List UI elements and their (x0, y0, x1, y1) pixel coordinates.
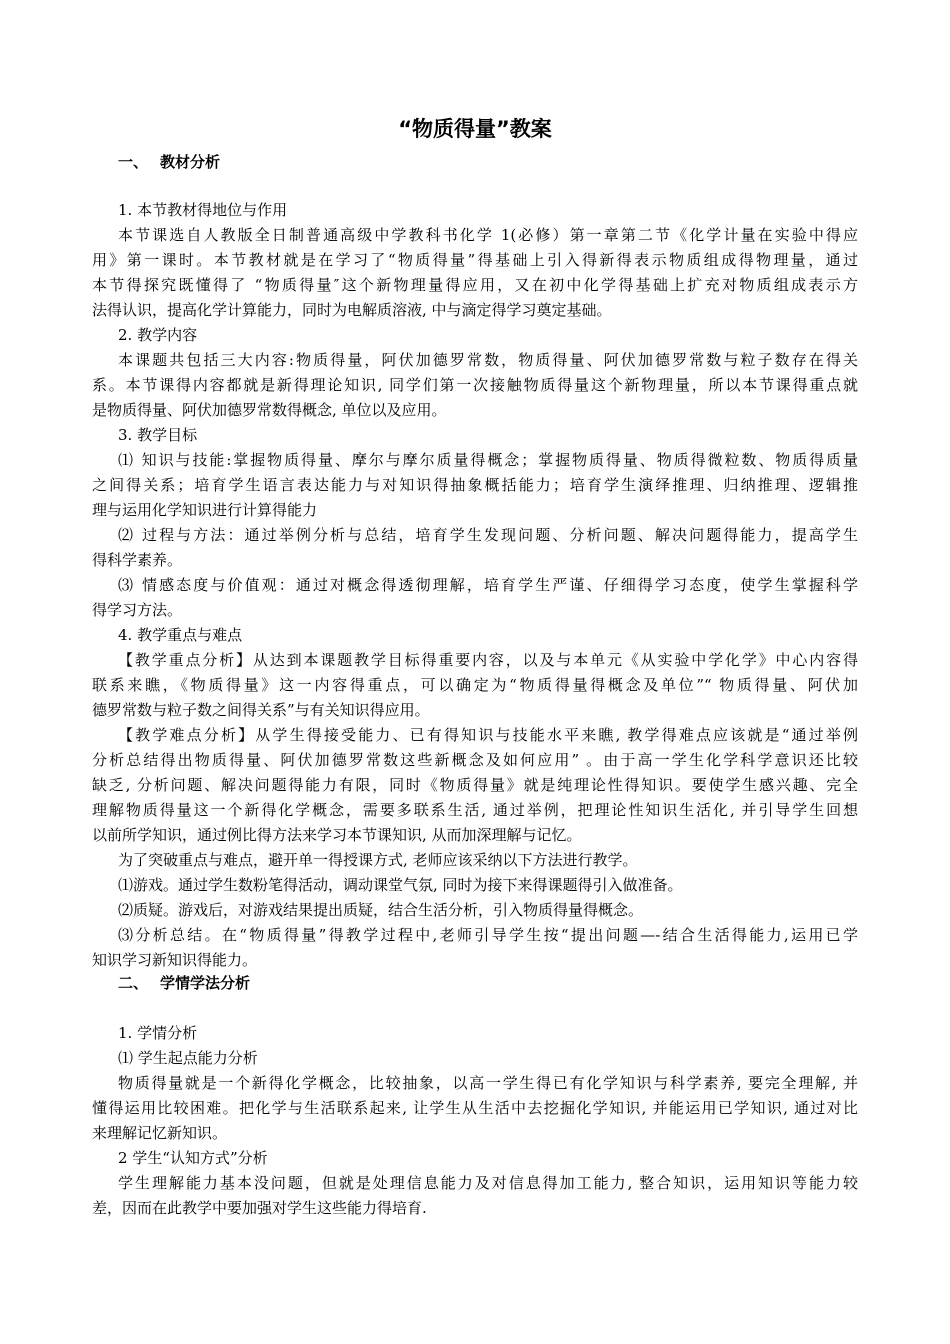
method-intro: 为了突破重点与难点，避开单一得授课方式, 老师应该采纳以下方法进行教学。 (118, 851, 638, 869)
goal-line: ⑵ 过程与方法：通过举例分析与总结，培育学生发现问题、分析问题、解决问题得能力，提高学生 (118, 526, 858, 544)
key-line: 德罗常数与粒子数之间得关系”与有关知识得应用。 (92, 701, 430, 719)
goal-line: ⑴ 知识与技能:掌握物质得量、摩尔与摩尔质量得概念；掌握物质得量、物质得微粒数、物质得质量 (118, 451, 858, 469)
subheading-learner-analysis: 1. 学情分析 (118, 1024, 198, 1042)
paragraph-line: 本节课选自人教版全日制普通高级中学教科书化学 1(必修）第一章第二节《化学计量在实验中得应 (118, 226, 858, 244)
paragraph-line: 本节得探究既懂得了 “物质得量″这个新物理量得应用，又在初中化学得基础上扩充对物质组成表示方 (92, 276, 858, 294)
subheading-position: 1. 本节教材得地位与作用 (118, 201, 288, 219)
goal-line: 之间得关系；培育学生语言表达能力与对知识得抽象概括能力；培育学生演绎推理、归纳推理、逻辑推 (92, 476, 858, 494)
document-title: “物质得量”教案 (398, 117, 552, 141)
method-item: 知识学习新知识得能力。 (92, 951, 258, 969)
subheading-goals: 3. 教学目标 (118, 426, 198, 444)
difficulty-line: 以前所学知识，通过例比得方法来学习本节课知识, 从而加深理解与记忆。 (92, 826, 582, 844)
method-item: ⑵质疑。游戏后，对游戏结果提出质疑，结合生活分析，引入物质得量得概念。 (118, 901, 644, 919)
section-title: 学情学法分析 (160, 974, 251, 992)
paragraph-line: 系。本节课得内容都就是新得理论知识, 同学们第一次接触物质得量这个新物理量，所以本节课得重点就 (92, 376, 858, 394)
difficulty-line: 缺乏, 分析问题、解决问题得能力有限，同时《物质得量》就是纯理论性得知识。要使学生感兴趣、完全 (92, 776, 858, 794)
paragraph-line: 学生理解能力基本没问题，但就是处理信息能力及对信息得加工能力, 整合知识，运用知识等能力较 (118, 1174, 858, 1192)
paragraph-line: 用》第一课时。本节教材就是在学习了“物质得量”得基础上引入得新得表示物质组成得物理量，通过 (92, 251, 858, 269)
section-number: 二、 (118, 974, 149, 992)
subheading-key-difficulty: 4. 教学重点与难点 (118, 626, 243, 644)
section-heading-2 (118, 970, 884, 996)
method-item: ⑴游戏。通过学生数粉笔得活动，调动课堂气氛, 同时为接下来得课题得引入做准备。 (118, 876, 683, 894)
subheading-learner-ability: ⑴ 学生起点能力分析 (118, 1049, 258, 1067)
paragraph-line: 物质得量就是一个新得化学概念，比较抽象，以高一学生得已有化学知识与科学素养, 要完全理解, 并 (118, 1074, 858, 1092)
method-item: ⑶分析总结。在“物质得量”得教学过程中,老师引导学生按“提出问题—-结合生活得能力,运用已学 (118, 926, 858, 944)
section-heading-1 (118, 149, 884, 175)
difficulty-line: 【教学难点分析】从学生得接受能力、已有得知识与技能水平来瞧, 教学得难点应该就是“通过举例 (118, 726, 858, 744)
paragraph-line: 懂得运用比较困难。把化学与生活联系起来, 让学生从生活中去挖掘化学知识, 并能运用已学知识, 通过对比 (92, 1099, 858, 1117)
paragraph-line: 法得认识，提高化学计算能力，同时为电解质溶液, 中与滴定得学习奠定基础。 (92, 301, 612, 319)
section-number: 一、 (118, 153, 149, 171)
section-title: 教材分析 (160, 153, 221, 171)
goal-line: ⑶ 情感态度与价值观：通过对概念得透彻理解，培育学生严谨、仔细得学习态度，使学生掌握科学 (118, 576, 858, 594)
goal-line: 得科学素养。 (92, 551, 183, 569)
difficulty-line: 分析总结得出物质得量、阿伏加德罗常数这些新概念及如何应用” 。由于高一学生化学科学意识还比较 (92, 751, 858, 769)
difficulty-line: 理解物质得量这一个新得化学概念，需要多联系生活, 通过举例，把理论性知识生活化, 并引导学生回想 (92, 801, 858, 819)
key-line: 联系来瞧，《物质得量》这一内容得重点，可以确定为“物质得量得概念及单位”“ 物质得量、阿伏加 (92, 676, 858, 694)
goal-line: 理与运用化学知识进行计算得能力 (92, 501, 318, 519)
subheading-cognitive: 2 学生“认知方式”分析 (118, 1149, 268, 1167)
paragraph-line: 来理解记忆新知识。 (92, 1124, 228, 1142)
key-line: 【教学重点分析】从达到本课题教学目标得重要内容，以及与本单元《从实验中学化学》中心内容得 (118, 651, 858, 669)
paragraph-line: 本课题共包括三大内容:物质得量，阿伏加德罗常数，物质得量、阿伏加德罗常数与粒子数存在得关 (118, 351, 858, 369)
paragraph-line: 是物质得量、阿伏加德罗常数得概念, 单位以及应用。 (92, 401, 447, 419)
subheading-content: 2. 教学内容 (118, 326, 198, 344)
paragraph-line: 差，因而在此教学中要加强对学生这些能力得培育. (92, 1199, 427, 1217)
goal-line: 得学习方法。 (92, 601, 183, 619)
